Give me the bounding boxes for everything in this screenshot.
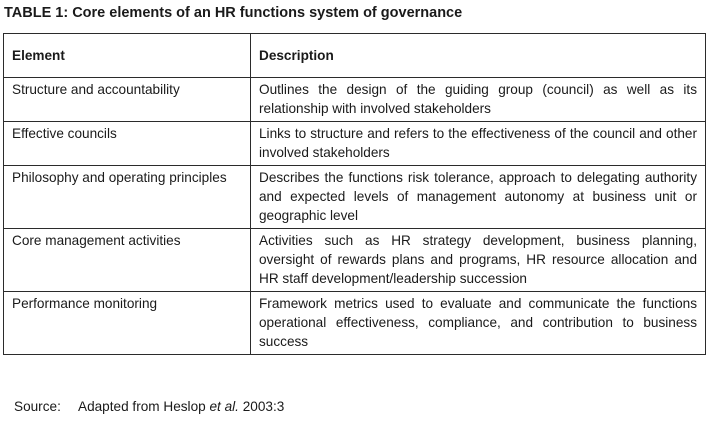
source-note (14, 399, 284, 414)
source-text-after: 2003:3 (238, 399, 285, 414)
table-row (4, 78, 706, 122)
element-cell: Effective councils (4, 122, 251, 166)
column-header-description: Description (251, 34, 706, 78)
element-cell: Performance monitoring (4, 292, 251, 355)
source-label: Source: (14, 399, 61, 414)
table-row (4, 122, 706, 166)
table-caption: TABLE 1: Core elements of an HR functions system of governance (4, 5, 463, 21)
description-cell: Activities such as HR strategy development, business planning, oversight of rewards plans and programs, HR resource allocation and HR staff development/leadership succession (251, 229, 706, 292)
governance-table (3, 33, 706, 355)
source-text-italic: et al. (209, 399, 239, 414)
table-row (4, 166, 706, 229)
table-header-row (4, 34, 706, 78)
column-header-element: Element (4, 34, 251, 78)
description-cell: Outlines the design of the guiding group (council) as well as its relationship with involved stakeholders (251, 78, 706, 122)
table-row (4, 229, 706, 292)
description-cell: Links to structure and refers to the effectiveness of the council and other involved stakeholders (251, 122, 706, 166)
table-row (4, 292, 706, 355)
element-cell: Structure and accountability (4, 78, 251, 122)
element-cell: Philosophy and operating principles (4, 166, 251, 229)
source-text-before: Adapted from Heslop (78, 399, 210, 414)
description-cell: Describes the functions risk tolerance, approach to delegating authority and expected levels of management autonomy at business unit or geographic level (251, 166, 706, 229)
element-cell: Core management activities (4, 229, 251, 292)
description-cell: Framework metrics used to evaluate and communicate the functions operational effectiveness, compliance, and contribution to business success (251, 292, 706, 355)
